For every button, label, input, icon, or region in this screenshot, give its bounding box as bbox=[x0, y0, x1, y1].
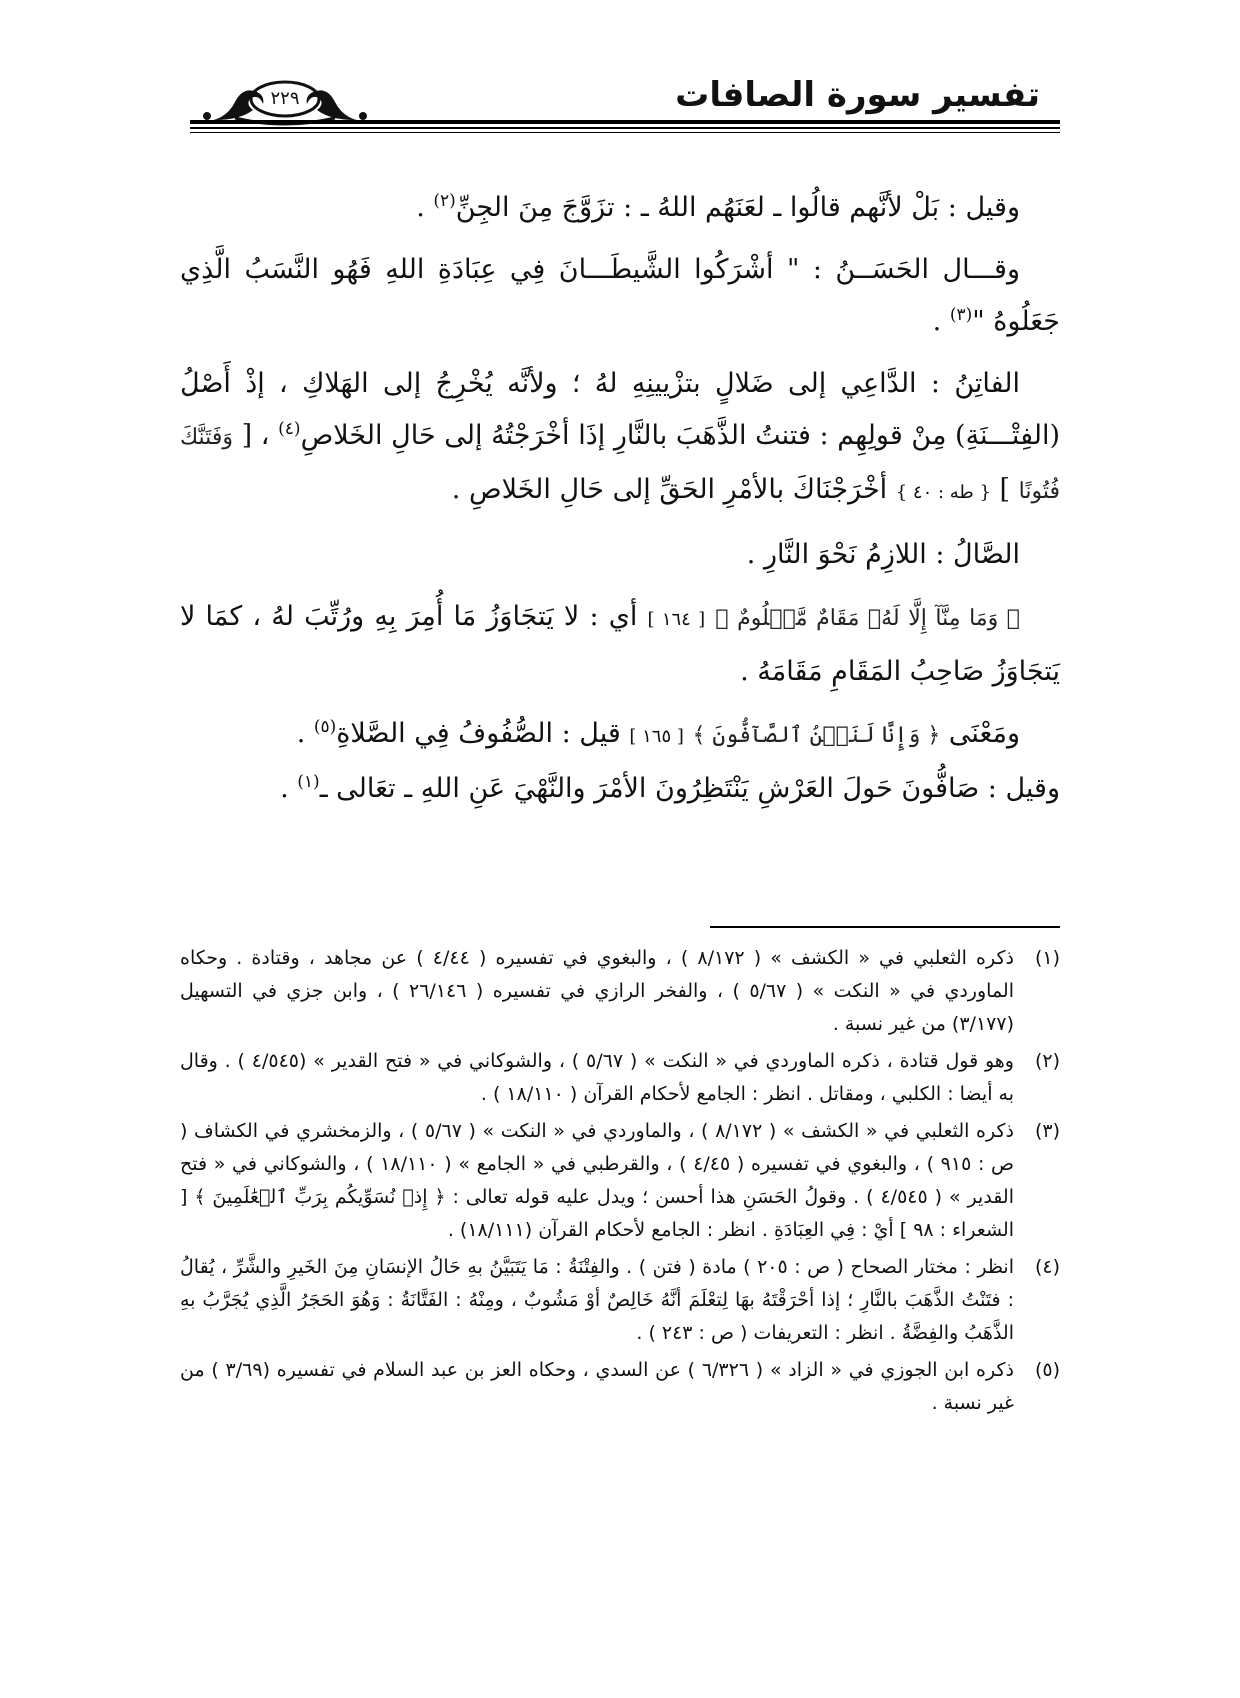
quran-verse-165: ﴿ وَإِنَّا لَنَحۡنُ ٱلصَّآفُّونَ ﴾ bbox=[692, 723, 941, 748]
para-5-text: أي : لا يَتجَاوَزُ مَا أُمِرَ بِهِ ورُتِّبَ لهُ ، كمَا لا يَتجَاوَزُ صَاحِبُ المَقَامِ مَقَامَهُ . bbox=[180, 601, 1060, 687]
para-2-text: وقـــال الحَسَــنُ : " أشْرَكُوا الشَّيطَـــانَ فِي عِبَادَةِ اللهِ فَهُو النَّسَبُ الَّذِي جَعَلُوهُ " bbox=[180, 254, 1060, 337]
para-6-text: قيل : الصُّفُوفُ فِي الصَّلاةِ bbox=[336, 718, 621, 749]
ayah-ref-taha: { طه : ٤٠ } bbox=[895, 482, 991, 503]
para-3-tail: أخْرَجْنَاكَ بالأمْرِ الحَقِّ إلى حَالِ الخَلاصِ . bbox=[451, 474, 888, 505]
footnotes bbox=[180, 942, 1060, 1424]
para-7-text: وقيل : صَافُّونَ حَولَ العَرْشِ يَنْتَظِرُونَ الأمْرَ والنَّهْيَ عَنِ اللهِ ـ تعَالى ـ bbox=[319, 773, 1060, 804]
footnote-number: (٥) bbox=[1034, 1359, 1060, 1381]
paragraph-5 bbox=[180, 591, 1060, 698]
header-rule-thick bbox=[190, 120, 1060, 124]
footnote-marker: (٥) bbox=[313, 717, 337, 737]
paragraph-1: وقيل : بَلْ لأنَّهم قالُوا ـ لعَنَهُم اللهُ ـ : تزَوَّجَ مِنَ الجِنِّ$^{(٢)}$ . bbox=[416, 191, 1020, 223]
footnote-number: (٢) bbox=[1034, 1050, 1060, 1072]
main-text bbox=[180, 182, 1060, 825]
footnote-separator bbox=[710, 926, 1060, 928]
page-header-title: تفسير سورة الصافات bbox=[675, 75, 1040, 115]
header-rule-thin-1 bbox=[190, 127, 1060, 129]
footnote-3 bbox=[180, 1115, 1060, 1247]
footnote-2 bbox=[180, 1045, 1060, 1111]
para-1-text: وقيل : بَلْ لأنَّهم قالُوا ـ لعَنَهُم اللهُ ـ : تزَوَّجَ مِنَ الجِنِّ bbox=[455, 192, 1020, 223]
paragraph-2: وقـــال الحَسَــنُ : " أشْرَكُوا الشَّيطَـــانَ فِي عِبَادَةِ اللهِ فَهُو النَّسَبُ الَّذِي جَعَلُوهُ "$^{(٣)}$ . bbox=[180, 254, 1060, 337]
footnote-number: (٣) bbox=[1034, 1120, 1060, 1142]
para-6-lead: ومَعْنَى bbox=[948, 718, 1020, 749]
page-number: ٢٢٩ bbox=[270, 88, 300, 109]
verse-number-165: [ ١٦٥ ] bbox=[629, 726, 684, 747]
footnote-marker: (١) bbox=[297, 772, 320, 792]
footnote-text: ذكره ابن الجوزي في « الزاد » ( ٦/٣٢٦ ) عن السدي ، وحكاه العز بن عبد السلام في تفسيره (٣/٦٩ ) من غير نسبة . bbox=[180, 1359, 1015, 1414]
footnote-marker: (٣) bbox=[949, 305, 973, 325]
footnote-text: ذكره الثعلبي في « الكشف » ( ٨/١٧٢ ) ، والبغوي في تفسيره ( ٤/٤٤ ) عن مجاهد ، وقتادة . وحكاه الماوردي في « النكت » ( ٥/٦٧ ) ، والفخر الرازي في تفسيره ( ٢٦/١٤٦ ) ، وابن جزي في التسهيل (٣/١٧٧) من غير نسبة . bbox=[180, 947, 1015, 1035]
verse-number-164: [ ١٦٤ ] bbox=[647, 609, 706, 630]
quran-verse-164: ﴿ وَمَا مِنَّآ إِلَّا لَهُۥ مَقَامٌ مَّعۡلُومٌ ﴾ bbox=[715, 606, 1020, 631]
footnote-number: (٤) bbox=[1034, 1256, 1060, 1278]
footnote-text: وهو قول قتادة ، ذكره الماوردي في « النكت » ( ٥/٦٧ ) ، والشوكاني في « فتح القدير » (٤/٥٤٥ ) . وقال به أيضا : الكلبي ، ومقاتل . انظر : الجامع لأحكام القرآن ( ١٨/١١٠ ) . bbox=[180, 1050, 1014, 1105]
footnote-marker: (٢) bbox=[433, 191, 456, 211]
footnote-1 bbox=[180, 942, 1060, 1041]
footnote-text: انظر : مختار الصحاح ( ص : ٢٠٥ ) مادة ( فتن ) . والفِتْنَةُ : مَا يَتَبَيَّنُ بهِ حَالُ الإنسَانِ مِنَ الخَيرِ والشَّرِّ ، يُقالُ : فتَنْتُ الذَّهَبَ بالنَّارِ ؛ إذا أحْرَقْتَهُ بهَا لِتعْلَمَ أنَّهُ خَالِصٌ أوْ مَشُوبٌ ، ومِنْهُ : الفَتَّانَةُ : وَهُوَ الحَجَرُ الَّذِي يُجَرَّبُ بهِ الذَّهَبُ والفِضَّةُ . انظر : التعريفات ( ص : ٢٤٣ ) . bbox=[180, 1256, 1014, 1344]
footnote-5 bbox=[180, 1354, 1060, 1420]
footnote-marker: (٤) bbox=[278, 419, 301, 439]
header-rule-thin-2 bbox=[190, 132, 1060, 133]
quran-quote-fatanaka: وَفَتَنَّكَ فُتُونًا bbox=[180, 425, 1060, 504]
paragraph-6: ومَعْنَى ﴿ وَإِنَّا لَنَحۡنُ ٱلصَّآفُّونَ ﴾ [ ١٦٥ ] قيل : الصُّفُوفُ فِي الصَّلاةِ$^{(٥)}$ . وقيل : صَافُّونَ حَولَ العَرْشِ يَنْتَظِرُونَ الأمْرَ والنَّهْيَ عَنِ اللهِ ـ تعَالى ـ$^{(١)}$ . bbox=[280, 717, 1060, 804]
footnote-text: ذكره الثعلبي في « الكشف » ( ٨/١٧٢ ) ، والماوردي في « النكت » ( ٥/٦٧ ) ، والزمخشري في الكشاف ( ص : ٩١٥ ) ، والبغوي في تفسيره ( ٤/٤٥ ) ، والقرطبي في « الجامع » ( ١٨/١١٠ ) ، والشوكاني في « فتح القدير » ( ٤/٥٤٥ ) . وقولُ الحَسَنِ هذا أحسن ؛ ويدل عليه قوله تعالى : ﴿ إِذۡ نُسَوِّيكُم بِرَبِّ ٱلۡعَٰلَمِينَ ﴾ [ الشعراء : ٩٨ ] أيْ : فِي العِبَادَةِ . انظر : الجامع لأحكام القرآن (١٨/١١١) . bbox=[180, 1120, 1014, 1241]
para-4-text: الصَّالُ : اللازِمُ نَحْوَ النَّارِ . bbox=[746, 539, 1020, 570]
footnote-number: (١) bbox=[1034, 947, 1060, 969]
paragraph-4 bbox=[180, 529, 1060, 581]
para-3-text: الفاتِنُ : الدَّاعِي إلى ضَلالٍ بتزْيينِهِ لهُ ؛ ولأنَّه يُخْرِجُ إلى الهَلاكِ ، إذْ أَصْلُ (الفِتْـــنَةِ) مِنْ قولِهِم : فتنتُ الذَّهَبَ بالنَّارِ إذَا أخْرَجْتُهُ إلى حَالِ الخَلاصِ bbox=[180, 368, 1060, 451]
footnote-4 bbox=[180, 1251, 1060, 1350]
paragraph-3: الفاتِنُ : الدَّاعِي إلى ضَلالٍ بتزْيينِهِ لهُ ؛ ولأنَّه يُخْرِجُ إلى الهَلاكِ ، إذْ أَصْلُ (الفِتْـــنَةِ) مِنْ قولِهِم : فتنتُ الذَّهَبَ بالنَّارِ إذَا أخْرَجْتُهُ إلى حَالِ الخَلاصِ$^{(٤)}$ ، [ وَفَتَنَّكَ فُتُونًا ] { طه : ٤٠ } أخْرَجْنَاكَ بالأمْرِ الحَقِّ إلى حَالِ الخَلاصِ . bbox=[180, 368, 1060, 505]
